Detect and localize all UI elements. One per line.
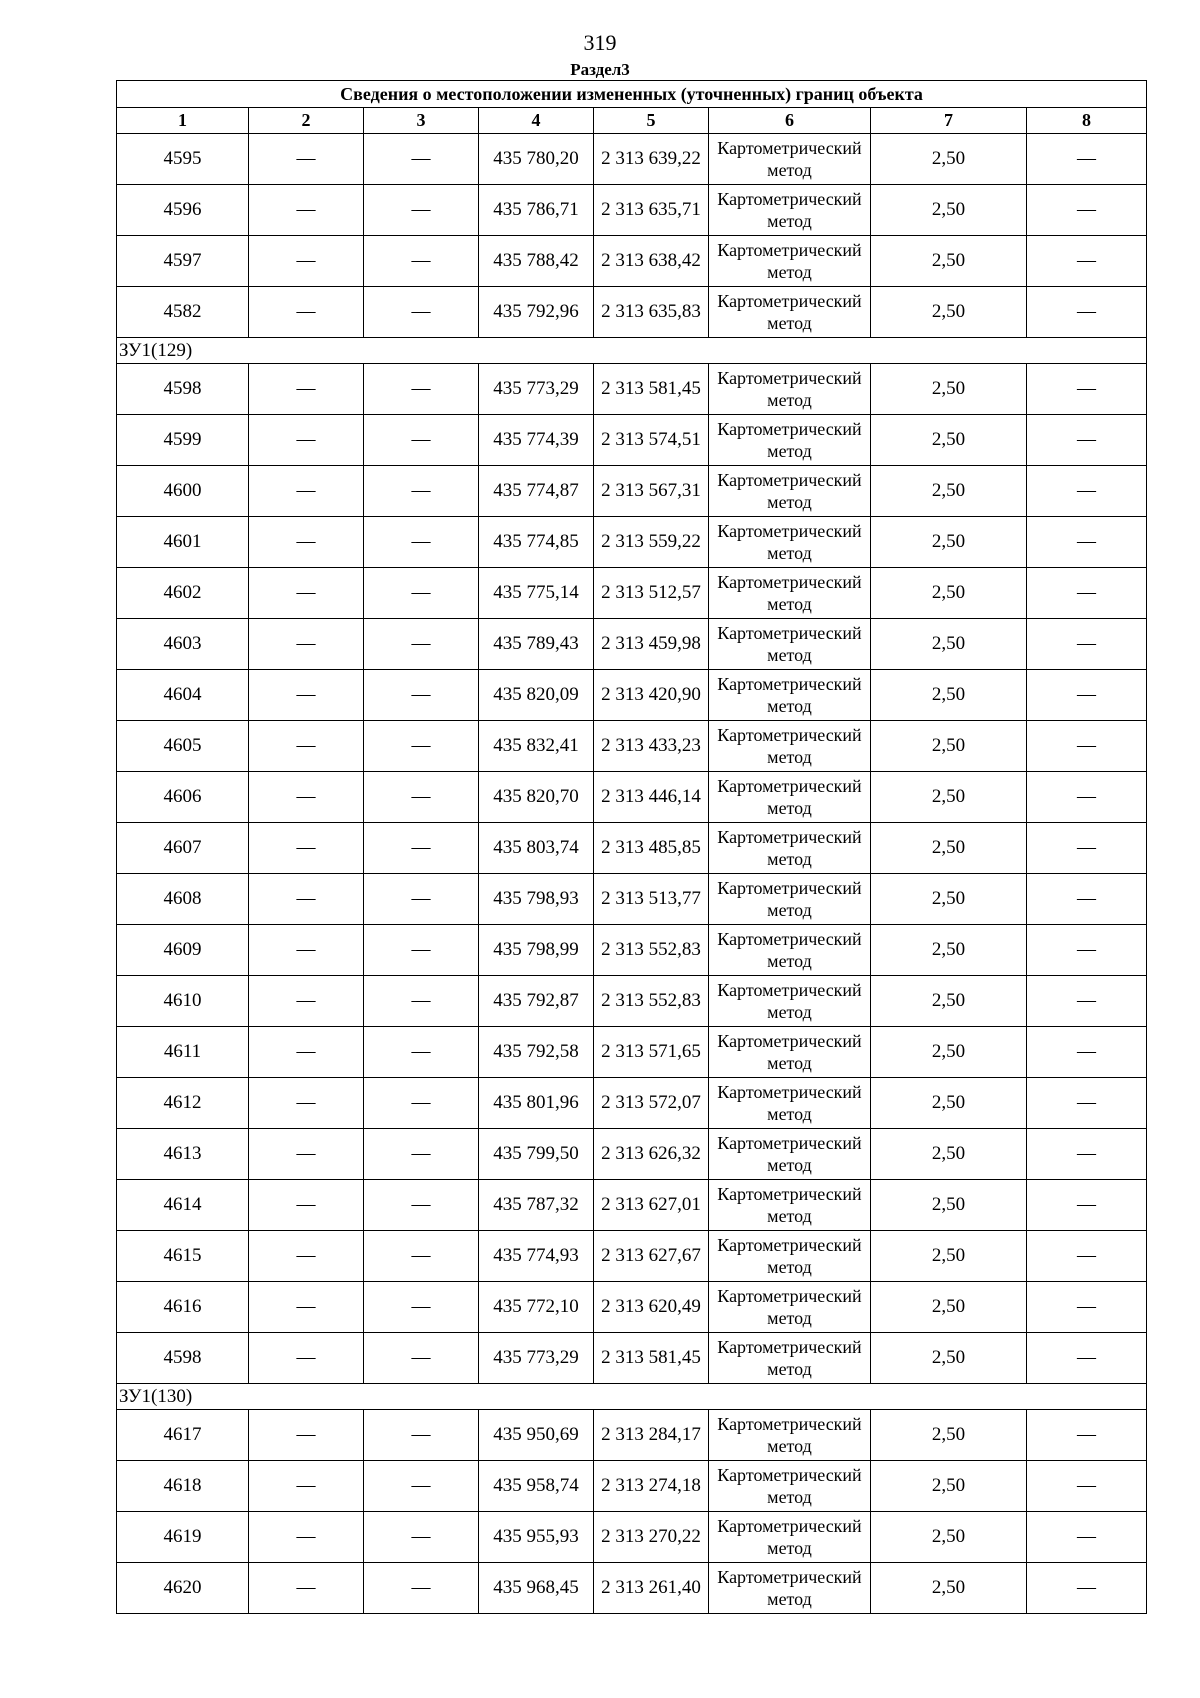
col3-cell: — [364,1129,479,1180]
accuracy-cell: 2,50 [871,1027,1027,1078]
col2-cell: — [249,1078,364,1129]
accuracy-cell: 2,50 [871,568,1027,619]
col2-cell: — [249,1231,364,1282]
x-coordinate-cell: 435 792,87 [479,976,594,1027]
table-body [117,134,1147,1614]
col2-cell: — [249,925,364,976]
point-number-cell: 4598 [117,364,249,415]
x-coordinate-cell: 435 803,74 [479,823,594,874]
accuracy-cell: 2,50 [871,721,1027,772]
col3-cell: — [364,364,479,415]
accuracy-cell: 2,50 [871,1333,1027,1384]
point-number-cell: 4606 [117,772,249,823]
x-coordinate-cell: 435 832,41 [479,721,594,772]
col8-cell: — [1027,185,1147,236]
accuracy-cell: 2,50 [871,1078,1027,1129]
method-cell: Картометрический метод [709,1129,871,1180]
method-cell: Картометрический метод [709,185,871,236]
col8-cell: — [1027,1282,1147,1333]
accuracy-cell: 2,50 [871,976,1027,1027]
y-coordinate-cell: 2 313 574,51 [594,415,709,466]
x-coordinate-cell: 435 955,93 [479,1512,594,1563]
col2-cell: — [249,1410,364,1461]
point-number-cell: 4607 [117,823,249,874]
col8-cell: — [1027,1180,1147,1231]
method-cell: Картометрический метод [709,236,871,287]
point-number-cell: 4600 [117,466,249,517]
point-number-cell: 4620 [117,1563,249,1614]
col2-cell: — [249,1180,364,1231]
table-row [117,236,1147,287]
col2-cell: — [249,1512,364,1563]
accuracy-cell: 2,50 [871,466,1027,517]
table-row [117,670,1147,721]
y-coordinate-cell: 2 313 559,22 [594,517,709,568]
col8-cell: — [1027,925,1147,976]
col3-cell: — [364,619,479,670]
col3-cell: — [364,976,479,1027]
x-coordinate-cell: 435 787,32 [479,1180,594,1231]
col3-cell: — [364,134,479,185]
col2-cell: — [249,823,364,874]
group-label: ЗУ1(130) [117,1384,1147,1410]
col2-cell: — [249,1333,364,1384]
method-cell: Картометрический метод [709,1180,871,1231]
col8-cell: — [1027,134,1147,185]
accuracy-cell: 2,50 [871,236,1027,287]
point-number-cell: 4598 [117,1333,249,1384]
col3-cell: — [364,721,479,772]
y-coordinate-cell: 2 313 513,77 [594,874,709,925]
group-label-row [117,338,1147,364]
point-number-cell: 4608 [117,874,249,925]
col8-cell: — [1027,517,1147,568]
method-cell: Картометрический метод [709,1231,871,1282]
accuracy-cell: 2,50 [871,1563,1027,1614]
point-number-cell: 4617 [117,1410,249,1461]
col3-cell: — [364,1231,479,1282]
col3-cell: — [364,517,479,568]
y-coordinate-cell: 2 313 552,83 [594,925,709,976]
col3-cell: — [364,772,479,823]
table-row [117,1129,1147,1180]
col3-cell: — [364,1078,479,1129]
table-row [117,619,1147,670]
accuracy-cell: 2,50 [871,925,1027,976]
point-number-cell: 4612 [117,1078,249,1129]
x-coordinate-cell: 435 801,96 [479,1078,594,1129]
column-header: 3 [364,108,479,134]
col8-cell: — [1027,1333,1147,1384]
col3-cell: — [364,1282,479,1333]
method-cell: Картометрический метод [709,1333,871,1384]
point-number-cell: 4595 [117,134,249,185]
accuracy-cell: 2,50 [871,185,1027,236]
x-coordinate-cell: 435 780,20 [479,134,594,185]
accuracy-cell: 2,50 [871,287,1027,338]
method-cell: Картометрический метод [709,670,871,721]
accuracy-cell: 2,50 [871,1410,1027,1461]
accuracy-cell: 2,50 [871,823,1027,874]
y-coordinate-cell: 2 313 567,31 [594,466,709,517]
col8-cell: — [1027,236,1147,287]
x-coordinate-cell: 435 950,69 [479,1410,594,1461]
col2-cell: — [249,287,364,338]
col8-cell: — [1027,1231,1147,1282]
column-header: 8 [1027,108,1147,134]
col2-cell: — [249,1129,364,1180]
point-number-cell: 4609 [117,925,249,976]
table-row [117,925,1147,976]
point-number-cell: 4614 [117,1180,249,1231]
method-cell: Картометрический метод [709,772,871,823]
method-cell: Картометрический метод [709,1512,871,1563]
col3-cell: — [364,874,479,925]
table-row [117,976,1147,1027]
x-coordinate-cell: 435 799,50 [479,1129,594,1180]
method-cell: Картометрический метод [709,287,871,338]
table-row [117,874,1147,925]
col2-cell: — [249,721,364,772]
y-coordinate-cell: 2 313 571,65 [594,1027,709,1078]
accuracy-cell: 2,50 [871,364,1027,415]
col8-cell: — [1027,976,1147,1027]
table-row [117,772,1147,823]
x-coordinate-cell: 435 798,93 [479,874,594,925]
accuracy-cell: 2,50 [871,670,1027,721]
x-coordinate-cell: 435 792,96 [479,287,594,338]
y-coordinate-cell: 2 313 446,14 [594,772,709,823]
x-coordinate-cell: 435 958,74 [479,1461,594,1512]
x-coordinate-cell: 435 772,10 [479,1282,594,1333]
col8-cell: — [1027,287,1147,338]
y-coordinate-cell: 2 313 485,85 [594,823,709,874]
table-row [117,185,1147,236]
col3-cell: — [364,568,479,619]
point-number-cell: 4613 [117,1129,249,1180]
table-row [117,1333,1147,1384]
group-label-row [117,1384,1147,1410]
y-coordinate-cell: 2 313 274,18 [594,1461,709,1512]
point-number-cell: 4611 [117,1027,249,1078]
table-row [117,1282,1147,1333]
col8-cell: — [1027,1512,1147,1563]
method-cell: Картометрический метод [709,823,871,874]
col3-cell: — [364,1461,479,1512]
x-coordinate-cell: 435 792,58 [479,1027,594,1078]
col3-cell: — [364,466,479,517]
col8-cell: — [1027,415,1147,466]
method-cell: Картометрический метод [709,1461,871,1512]
table-row [117,1410,1147,1461]
accuracy-cell: 2,50 [871,1512,1027,1563]
y-coordinate-cell: 2 313 284,17 [594,1410,709,1461]
y-coordinate-cell: 2 313 639,22 [594,134,709,185]
accuracy-cell: 2,50 [871,415,1027,466]
y-coordinate-cell: 2 313 638,42 [594,236,709,287]
x-coordinate-cell: 435 773,29 [479,1333,594,1384]
accuracy-cell: 2,50 [871,134,1027,185]
column-number-row [117,108,1147,134]
table-row [117,415,1147,466]
col8-cell: — [1027,1563,1147,1614]
x-coordinate-cell: 435 820,70 [479,772,594,823]
point-number-cell: 4603 [117,619,249,670]
method-cell: Картометрический метод [709,364,871,415]
table-row [117,364,1147,415]
y-coordinate-cell: 2 313 572,07 [594,1078,709,1129]
col8-cell: — [1027,1078,1147,1129]
method-cell: Картометрический метод [709,1563,871,1614]
y-coordinate-cell: 2 313 433,23 [594,721,709,772]
col3-cell: — [364,1333,479,1384]
col2-cell: — [249,568,364,619]
col3-cell: — [364,185,479,236]
table-row [117,466,1147,517]
col8-cell: — [1027,1461,1147,1512]
point-number-cell: 4604 [117,670,249,721]
y-coordinate-cell: 2 313 627,01 [594,1180,709,1231]
y-coordinate-cell: 2 313 420,90 [594,670,709,721]
table-row [117,1512,1147,1563]
col8-cell: — [1027,466,1147,517]
table-row [117,134,1147,185]
group-label: ЗУ1(129) [117,338,1147,364]
col2-cell: — [249,466,364,517]
accuracy-cell: 2,50 [871,1180,1027,1231]
col8-cell: — [1027,772,1147,823]
x-coordinate-cell: 435 774,87 [479,466,594,517]
boundary-points-table [116,80,1147,1614]
col3-cell: — [364,1563,479,1614]
accuracy-cell: 2,50 [871,1231,1027,1282]
col8-cell: — [1027,568,1147,619]
method-cell: Картометрический метод [709,517,871,568]
table-row [117,1231,1147,1282]
point-number-cell: 4610 [117,976,249,1027]
col8-cell: — [1027,1129,1147,1180]
col2-cell: — [249,415,364,466]
method-cell: Картометрический метод [709,568,871,619]
table-row [117,1078,1147,1129]
method-cell: Картометрический метод [709,619,871,670]
col3-cell: — [364,1410,479,1461]
col2-cell: — [249,874,364,925]
point-number-cell: 4618 [117,1461,249,1512]
col3-cell: — [364,287,479,338]
x-coordinate-cell: 435 774,93 [479,1231,594,1282]
column-header: 1 [117,108,249,134]
col2-cell: — [249,185,364,236]
point-number-cell: 4582 [117,287,249,338]
x-coordinate-cell: 435 788,42 [479,236,594,287]
y-coordinate-cell: 2 313 459,98 [594,619,709,670]
method-cell: Картометрический метод [709,721,871,772]
y-coordinate-cell: 2 313 552,83 [594,976,709,1027]
point-number-cell: 4599 [117,415,249,466]
x-coordinate-cell: 435 968,45 [479,1563,594,1614]
point-number-cell: 4616 [117,1282,249,1333]
col2-cell: — [249,619,364,670]
col2-cell: — [249,1461,364,1512]
col2-cell: — [249,1282,364,1333]
point-number-cell: 4597 [117,236,249,287]
col2-cell: — [249,1027,364,1078]
column-header: 2 [249,108,364,134]
column-header: 4 [479,108,594,134]
col3-cell: — [364,823,479,874]
col8-cell: — [1027,619,1147,670]
table-row [117,1180,1147,1231]
point-number-cell: 4615 [117,1231,249,1282]
point-number-cell: 4619 [117,1512,249,1563]
method-cell: Картометрический метод [709,415,871,466]
method-cell: Картометрический метод [709,1282,871,1333]
accuracy-cell: 2,50 [871,1129,1027,1180]
col2-cell: — [249,1563,364,1614]
column-header: 7 [871,108,1027,134]
column-header: 5 [594,108,709,134]
col3-cell: — [364,1027,479,1078]
col3-cell: — [364,415,479,466]
x-coordinate-cell: 435 773,29 [479,364,594,415]
y-coordinate-cell: 2 313 627,67 [594,1231,709,1282]
col8-cell: — [1027,874,1147,925]
y-coordinate-cell: 2 313 512,57 [594,568,709,619]
table-caption-row [117,81,1147,108]
col8-cell: — [1027,721,1147,772]
section-title: Раздел3 [570,60,630,79]
method-cell: Картометрический метод [709,134,871,185]
x-coordinate-cell: 435 774,39 [479,415,594,466]
col8-cell: — [1027,823,1147,874]
method-cell: Картометрический метод [709,1078,871,1129]
table-caption: Сведения о местоположении измененных (уточненных) границ объекта [117,81,1147,108]
table-row [117,287,1147,338]
col3-cell: — [364,925,479,976]
method-cell: Картометрический метод [709,925,871,976]
method-cell: Картометрический метод [709,874,871,925]
accuracy-cell: 2,50 [871,619,1027,670]
col3-cell: — [364,670,479,721]
y-coordinate-cell: 2 313 626,32 [594,1129,709,1180]
y-coordinate-cell: 2 313 581,45 [594,364,709,415]
col8-cell: — [1027,1410,1147,1461]
col8-cell: — [1027,1027,1147,1078]
point-number-cell: 4601 [117,517,249,568]
table-row [117,517,1147,568]
col3-cell: — [364,1180,479,1231]
col2-cell: — [249,134,364,185]
table-row [117,1027,1147,1078]
column-header: 6 [709,108,871,134]
col8-cell: — [1027,670,1147,721]
x-coordinate-cell: 435 798,99 [479,925,594,976]
method-cell: Картометрический метод [709,976,871,1027]
table-row [117,721,1147,772]
accuracy-cell: 2,50 [871,772,1027,823]
col2-cell: — [249,670,364,721]
y-coordinate-cell: 2 313 620,49 [594,1282,709,1333]
y-coordinate-cell: 2 313 581,45 [594,1333,709,1384]
x-coordinate-cell: 435 786,71 [479,185,594,236]
x-coordinate-cell: 435 774,85 [479,517,594,568]
accuracy-cell: 2,50 [871,1461,1027,1512]
col3-cell: — [364,1512,479,1563]
x-coordinate-cell: 435 789,43 [479,619,594,670]
col2-cell: — [249,364,364,415]
point-number-cell: 4602 [117,568,249,619]
y-coordinate-cell: 2 313 261,40 [594,1563,709,1614]
method-cell: Картометрический метод [709,466,871,517]
accuracy-cell: 2,50 [871,1282,1027,1333]
col2-cell: — [249,236,364,287]
accuracy-cell: 2,50 [871,874,1027,925]
col3-cell: — [364,236,479,287]
col2-cell: — [249,976,364,1027]
col8-cell: — [1027,364,1147,415]
y-coordinate-cell: 2 313 270,22 [594,1512,709,1563]
table-row [117,568,1147,619]
point-number-cell: 4605 [117,721,249,772]
page-number: 319 [583,30,617,55]
col2-cell: — [249,772,364,823]
method-cell: Картометрический метод [709,1410,871,1461]
point-number-cell: 4596 [117,185,249,236]
x-coordinate-cell: 435 820,09 [479,670,594,721]
method-cell: Картометрический метод [709,1027,871,1078]
col2-cell: — [249,517,364,568]
x-coordinate-cell: 435 775,14 [479,568,594,619]
table-row [117,823,1147,874]
y-coordinate-cell: 2 313 635,83 [594,287,709,338]
y-coordinate-cell: 2 313 635,71 [594,185,709,236]
accuracy-cell: 2,50 [871,517,1027,568]
table-row [117,1563,1147,1614]
table-row [117,1461,1147,1512]
